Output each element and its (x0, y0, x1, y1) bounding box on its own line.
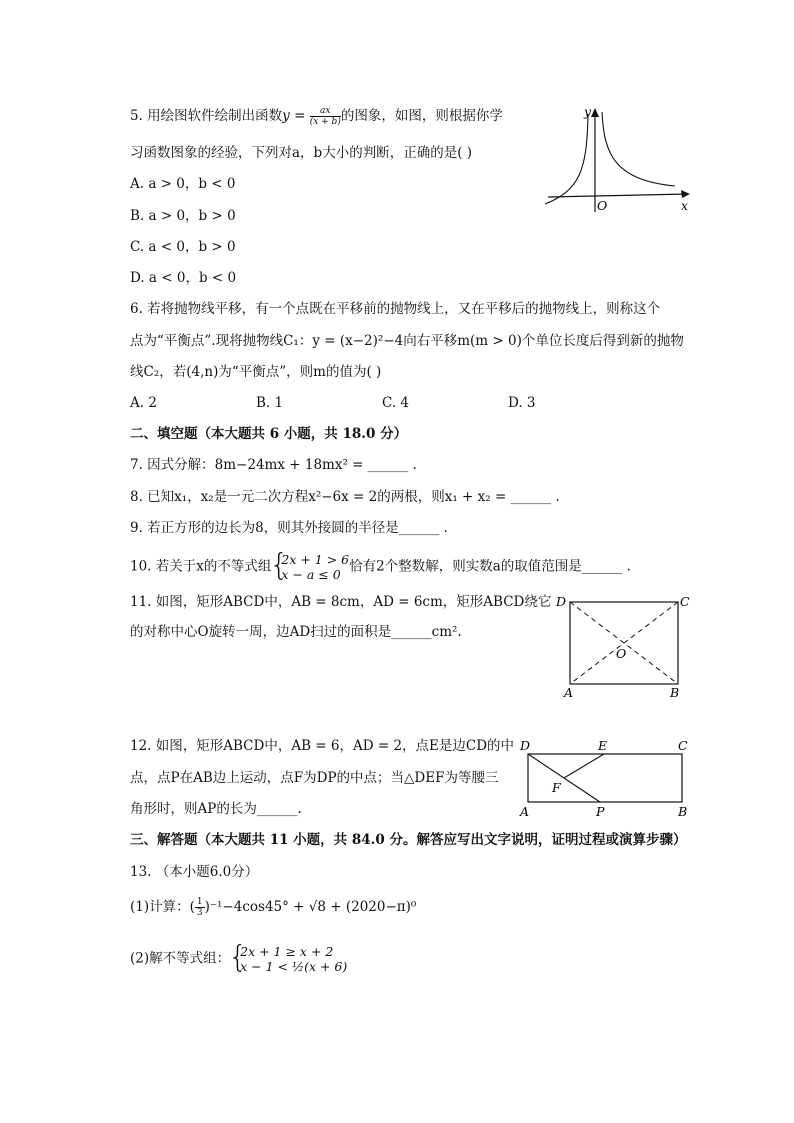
q10-text (130, 552, 631, 582)
q10-ineq-2: x − a ≤ 0 (281, 567, 341, 582)
q10-ineq-1: { 2x + 1 > 6 (281, 552, 350, 567)
q6-option-b: B. 1 (256, 395, 284, 411)
q5-text-pre: 5. 用绘图软件绘制出函数 (130, 108, 283, 124)
q13-part2-pre: (2)解不等式组： (130, 950, 231, 967)
q5-line2: 习函数图象的经验，下列对a，b大小的判断，正确的是( ) (130, 145, 473, 161)
q13-ineq-2: x − 1 < ½(x + 6) (240, 959, 348, 974)
label-o: O (616, 646, 627, 661)
q5-option-c: C. a < 0，b > 0 (130, 239, 236, 255)
label-c: C (680, 594, 690, 609)
label-e: E (598, 738, 608, 753)
x-axis (548, 194, 688, 197)
label-d: D (556, 594, 567, 609)
curve-right-branch (602, 112, 675, 186)
q10-text-post: 恰有2个整数解，则实数a的取值范围是______ . (349, 558, 631, 575)
q8-text: 8. 已知x₁，x₂是一元二次方程x²−6x = 2的两根，则x₁ + x₂ = ______ . (130, 489, 560, 505)
section-solutions-heading: 三、解答题（本大题共 11 小题，共 84.0 分。解答应写出文字说明，证明过程或演算步骤） (130, 832, 687, 848)
q13-inequality-system (230, 944, 347, 974)
q10-inequality-system (271, 552, 349, 582)
q13-frac-den: 3 (196, 908, 203, 918)
q12-line2: 点，点P在AB边上运动，点F为DP的中点；当△DEF为等腰三 (130, 770, 499, 786)
q5-func-fraction (310, 106, 341, 127)
q7-text: 7. 因式分解：8m−24mx + 18mx² = ______ . (130, 457, 417, 473)
q5-option-d: D. a < 0，b < 0 (130, 270, 237, 286)
q5-func-lhs: y = (282, 108, 306, 124)
q13-part1 (130, 897, 416, 918)
segment-ef (564, 754, 604, 778)
label-c: C (678, 738, 688, 753)
q11-line1: 11. 如图，矩形ABCD中，AB = 8cm，AD = 6cm，矩形ABCD绕它 (130, 594, 552, 610)
q5-function-graph (540, 100, 700, 218)
y-axis-arrow (591, 108, 599, 117)
label-b: B (678, 804, 688, 819)
y-axis-label: y (584, 104, 592, 119)
q6-option-a: A. 2 (130, 395, 157, 411)
origin-label: O (597, 198, 608, 213)
label-d: D (520, 738, 531, 753)
q12-line3: 角形时，则AP的长为______. (130, 801, 302, 817)
q11-line2: 的对称中心O旋转一周，边AD扫过的面积是______cm². (130, 624, 462, 640)
q12-line1: 12. 如图，矩形ABCD中，AB = 6，AD = 2，点E是边CD的中 (130, 738, 515, 754)
q5-option-b: B. a > 0，b > 0 (130, 208, 236, 224)
q13-head: 13. （本小题6.0分） (130, 864, 259, 880)
q10-text-pre: 10. 若关于x的不等式组 (130, 558, 272, 575)
label-a: A (520, 804, 530, 819)
label-p: P (596, 804, 605, 819)
q6-line3: 线C₂，若(4,n)为“平衡点”，则m的值为( ) (130, 364, 382, 380)
q6-line2: 点为“平衡点”.现将抛物线C₁：y = (x−2)²−4向右平移m(m > 0)个单位长度后得到新的抛物 (130, 333, 684, 349)
q12-rectangle-figure (512, 736, 696, 822)
curve-left-branch (545, 114, 588, 204)
label-a: A (564, 685, 574, 700)
q5-option-a: A. a > 0，b < 0 (130, 176, 236, 192)
q5-line1 (130, 106, 503, 127)
label-f: F (552, 780, 561, 795)
q6-option-c: C. 4 (382, 395, 410, 411)
q6-option-d: D. 3 (508, 395, 536, 411)
label-b: B (670, 685, 680, 700)
q13-part2 (130, 944, 347, 974)
q9-text: 9. 若正方形的边长为8，则其外接圆的半径是______ . (130, 520, 448, 536)
q6-line1: 6. 若将抛物线平移，有一个点既在平移前的抛物线上，又在平移后的抛物线上，则称这个 (130, 301, 661, 317)
q13-part1-fraction (195, 897, 205, 918)
q5-func-num: ax (310, 106, 341, 117)
q13-frac-num: 1 (196, 897, 203, 907)
x-axis-label: x (681, 198, 689, 213)
q13-part1-pre: (1)计算：( (130, 899, 195, 915)
q5-text-post: 的图象，如图，则根据你学 (340, 108, 503, 124)
q13-ineq-1: { 2x + 1 ≥ x + 2 (240, 944, 334, 959)
section-fill-in-heading: 二、填空题（本大题共 6 小题，共 18.0 分） (130, 426, 408, 442)
q11-rectangle-figure (552, 590, 700, 702)
q5-func-den: (x + b) (309, 117, 341, 127)
q13-part1-post: )⁻¹−4cos45° + √8 + (2020−π)⁰ (204, 899, 417, 915)
x-axis-arrow (681, 190, 690, 198)
